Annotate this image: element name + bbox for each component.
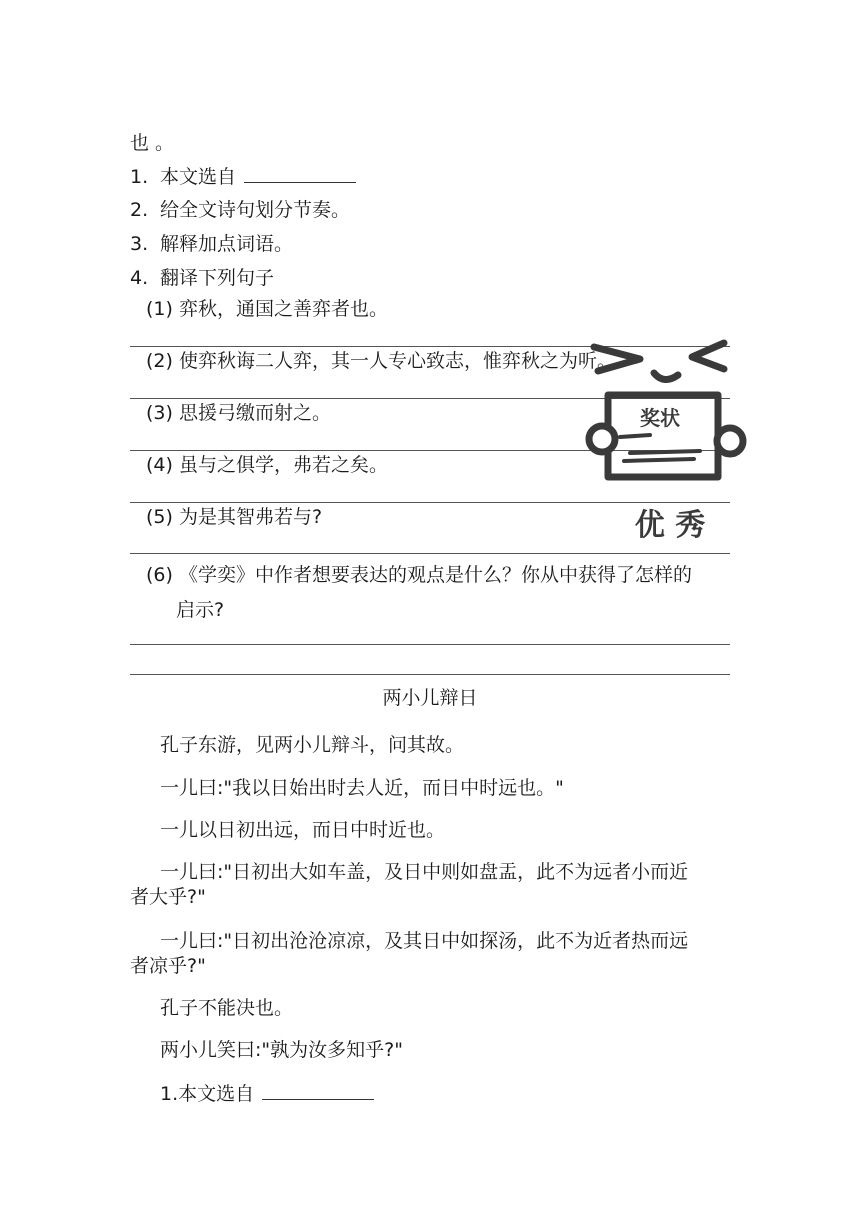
answer-line[interactable] (130, 674, 730, 675)
stamp-label: 奖状 (640, 406, 680, 430)
question-1 (130, 162, 356, 190)
sub-item-3: (3) 思援弓缴而射之。 (146, 402, 331, 424)
passage-paragraph: 一儿曰:"我以日始出时去人近，而日中时远也。" (160, 777, 564, 799)
passage-paragraph: 孔子东游，见两小儿辩斗，问其故。 (160, 734, 465, 756)
question-number: 2. (130, 199, 149, 221)
question-number: 1. (130, 166, 149, 188)
continuation-text: 也 。 (130, 132, 175, 154)
question-text: 给全文诗句划分节奏。 (160, 199, 351, 221)
answer-line[interactable] (130, 644, 730, 645)
passage-paragraph-line1: 一儿曰:"日初出沧沧凉凉，及其日中如探汤，此不为近者热而远 (160, 930, 689, 952)
passage-title: 两小儿辩日 (382, 687, 478, 709)
sub-item-5: (5) 为是其智弗若与? (146, 506, 323, 528)
question-text: 解释加点词语。 (160, 233, 294, 255)
passage-paragraph-line2: 者大乎?" (130, 886, 206, 908)
sub-item-6-line2: 启示? (176, 599, 225, 621)
question-2 (130, 197, 350, 223)
question-1-part2 (160, 1079, 374, 1107)
passage-paragraph: 两小儿笑曰:"孰为汝多知乎?" (160, 1039, 403, 1061)
question-text: 1.本文选自 (160, 1083, 255, 1105)
question-number: 4. (130, 267, 149, 289)
stamp-caption: 优 秀 (634, 508, 706, 543)
sub-item-6-line1: (6) 《学奕》中作者想要表达的观点是什么？你从中获得了怎样的 (146, 564, 692, 586)
sub-item-2: (2) 使弈秋诲二人弈，其一人专心致志，惟弈秋之为听。 (146, 350, 616, 372)
question-number: 3. (130, 233, 149, 255)
question-4 (130, 265, 274, 291)
passage-paragraph: 孔子不能决也。 (160, 997, 294, 1019)
answer-blank[interactable] (244, 162, 356, 183)
passage-paragraph-line2: 者凉乎?" (130, 955, 206, 977)
passage-paragraph: 一儿以日初出远，而日中时近也。 (160, 819, 446, 841)
award-face-icon (580, 335, 760, 555)
passage-paragraph-line1: 一儿曰:"日初出大如车盖，及日中则如盘盂，此不为远者小而近 (160, 861, 689, 883)
answer-blank[interactable] (262, 1079, 374, 1100)
question-text: 本文选自 (160, 166, 237, 188)
sub-item-1: (1) 弈秋，通国之善弈者也。 (146, 298, 388, 320)
sub-item-4: (4) 虽与之俱学，弗若之矣。 (146, 454, 388, 476)
award-stamp-illustration (580, 335, 760, 555)
question-3 (130, 231, 293, 257)
question-text: 翻译下列句子 (160, 267, 275, 289)
